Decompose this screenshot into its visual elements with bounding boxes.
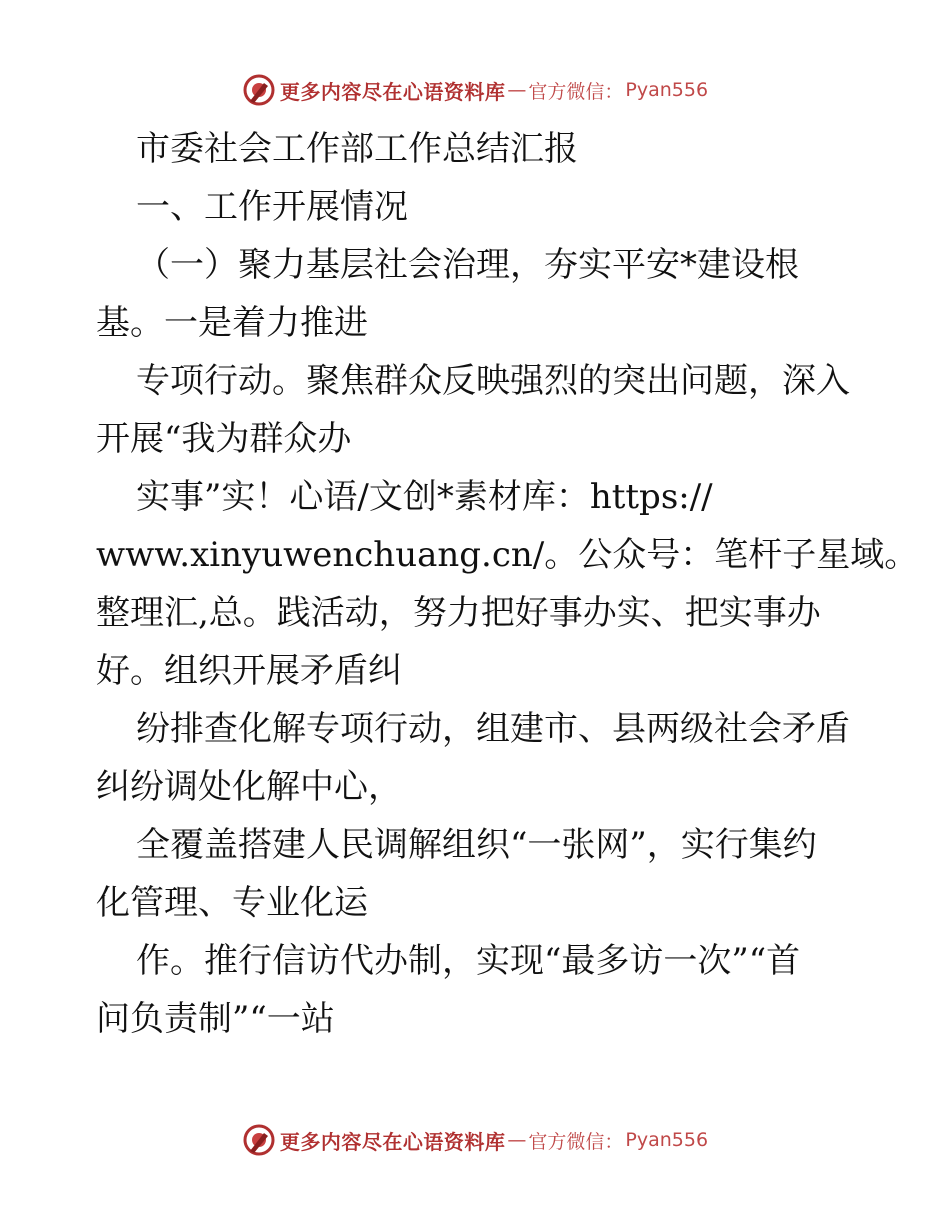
paragraph-line: 好。组织开展矛盾纠	[96, 651, 402, 691]
wechat-label: 官方微信：	[528, 1130, 624, 1153]
separator: —	[507, 79, 527, 101]
paragraph-line: 问负责制”“一站	[96, 999, 335, 1039]
paragraph-line: 纠纷调处化解中心，	[96, 767, 402, 807]
pen-logo-icon	[242, 1123, 276, 1157]
paragraph-line: 全覆盖搭建人民调解组织“一张网”，实行集约	[136, 825, 817, 865]
wechat-id: Pyan556	[625, 1129, 709, 1151]
paragraph-line: 整理汇,总。践活动，努力把好事办实、把实事办	[96, 593, 821, 633]
document-title: 市委社会工作部工作总结汇报	[136, 129, 578, 169]
paragraph-line: 实事”实！心语/文创*素材库：https://	[136, 477, 713, 517]
paragraph-line: 专项行动。聚焦群众反映强烈的突出问题，深入	[136, 361, 850, 401]
header-banner	[0, 70, 950, 110]
wechat-label: 官方微信：	[528, 80, 624, 103]
separator: —	[507, 1129, 527, 1151]
pen-logo-icon	[242, 73, 276, 107]
paragraph-line: 化管理、专业化运	[96, 883, 368, 923]
promo-text: 更多内容尽在心语资料库	[279, 1129, 506, 1154]
footer-banner	[0, 1120, 950, 1160]
paragraph-line: 开展“我为群众办	[96, 419, 352, 459]
paragraph-line: 基。一是着力推进	[96, 303, 368, 343]
wechat-id: Pyan556	[625, 79, 709, 101]
paragraph-line: www.xinyuwenchuang.cn/。公众号：笔杆子星域。	[96, 535, 919, 575]
paragraph-line: 作。推行信访代办制，实现“最多访一次”“首	[136, 941, 801, 981]
promo-text: 更多内容尽在心语资料库	[279, 79, 506, 104]
paragraph-line: 纷排查化解专项行动，组建市、县两级社会矛盾	[136, 709, 850, 749]
document-body	[96, 120, 919, 1048]
section-heading: 一、工作开展情况	[136, 187, 408, 227]
paragraph-line: （一）聚力基层社会治理，夯实平安*建设根	[136, 245, 799, 285]
